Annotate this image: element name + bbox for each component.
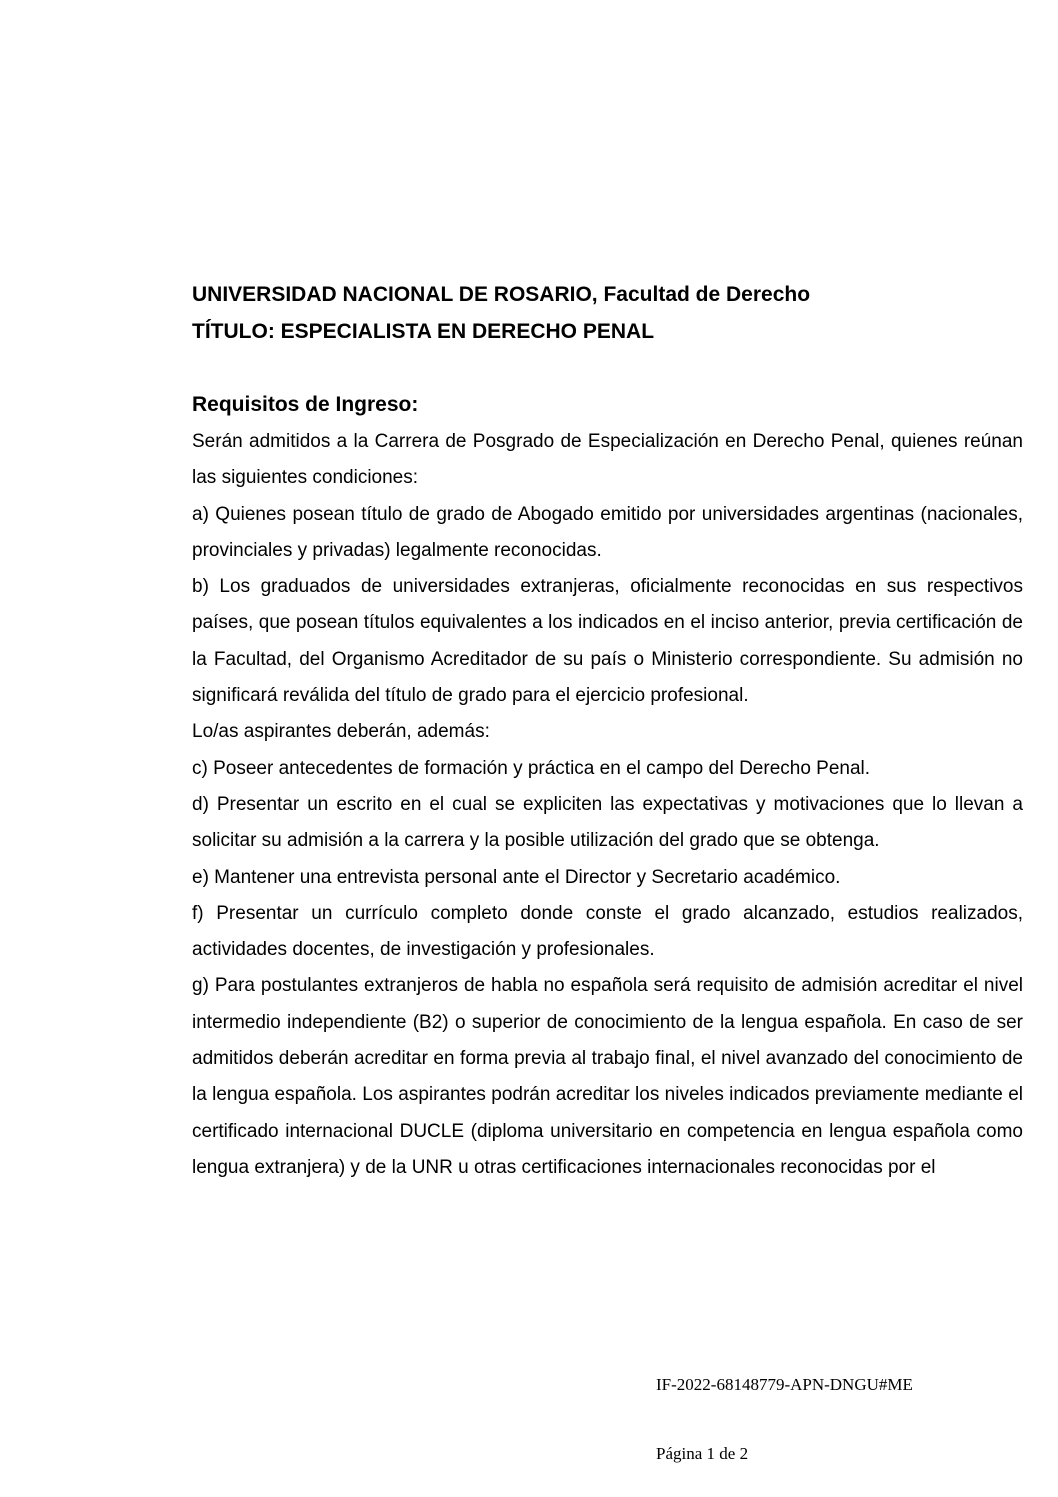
requirement-b: b) Los graduados de universidades extranjeras, oficialmente reconocidas en sus respectivos países, que posean títulos equivalentes a los indicados en el inciso anterior, previa certificación de la Facultad, del Organismo Acreditador de su país o Ministerio correspondiente. Su admisión no significará reválida del título de grado para el ejercicio profesional.	[192, 576, 1023, 707]
additional-requirements-intro: Lo/as aspirantes deberán, además:	[192, 721, 490, 743]
requirement-d: d) Presentar un escrito en el cual se expliciten las expectativas y motivaciones que lo llevan a solicitar su admisión a la carrera y la posible utilización del grado que se obtenga.	[192, 793, 1023, 852]
degree-title: TÍTULO: ESPECIALISTA EN DERECHO PENAL	[192, 320, 655, 343]
requirement-e: e) Mantener una entrevista personal ante el Director y Secretario académico.	[192, 866, 841, 888]
requirement-g: g) Para postulantes extranjeros de habla no española será requisito de admisión acreditar el nivel intermedio independiente (B2) o superior de conocimiento de la lengua española. En caso de ser admitidos deberán acreditar en forma previa al trabajo final, el nivel avanzado del conocimiento de la lengua española. Los aspirantes podrán acreditar los niveles indicados previamente mediante el certificado internacional DUCLE (diploma universitario en competencia en lengua española como lengua extranjera) y de la UNR u otras certificaciones internacionales reconocidas por el	[192, 975, 1023, 1178]
requirements-body	[192, 424, 1023, 1186]
page-number: Página 1 de 2	[656, 1444, 749, 1463]
requirement-c: c) Poseer antecedentes de formación y práctica en el campo del Derecho Penal.	[192, 757, 871, 779]
section-heading: Requisitos de Ingreso:	[192, 393, 419, 416]
intro-paragraph: Serán admitidos a la Carrera de Posgrado de Especialización en Derecho Penal, quienes reúnan las siguientes condiciones:	[192, 431, 1023, 489]
requirement-f: f) Presentar un currículo completo donde conste el grado alcanzado, estudios realizados, actividades docentes, de investigación y profesionales.	[192, 902, 1023, 961]
document-id: IF-2022-68148779-APN-DNGU#ME	[656, 1375, 913, 1394]
document-title: UNIVERSIDAD NACIONAL DE ROSARIO, Facultad de Derecho	[192, 283, 811, 306]
requirement-a: a) Quienes posean título de grado de Abogado emitido por universidades argentinas (nacionales, provinciales y privadas) legalmente reconocidas.	[192, 503, 1023, 561]
